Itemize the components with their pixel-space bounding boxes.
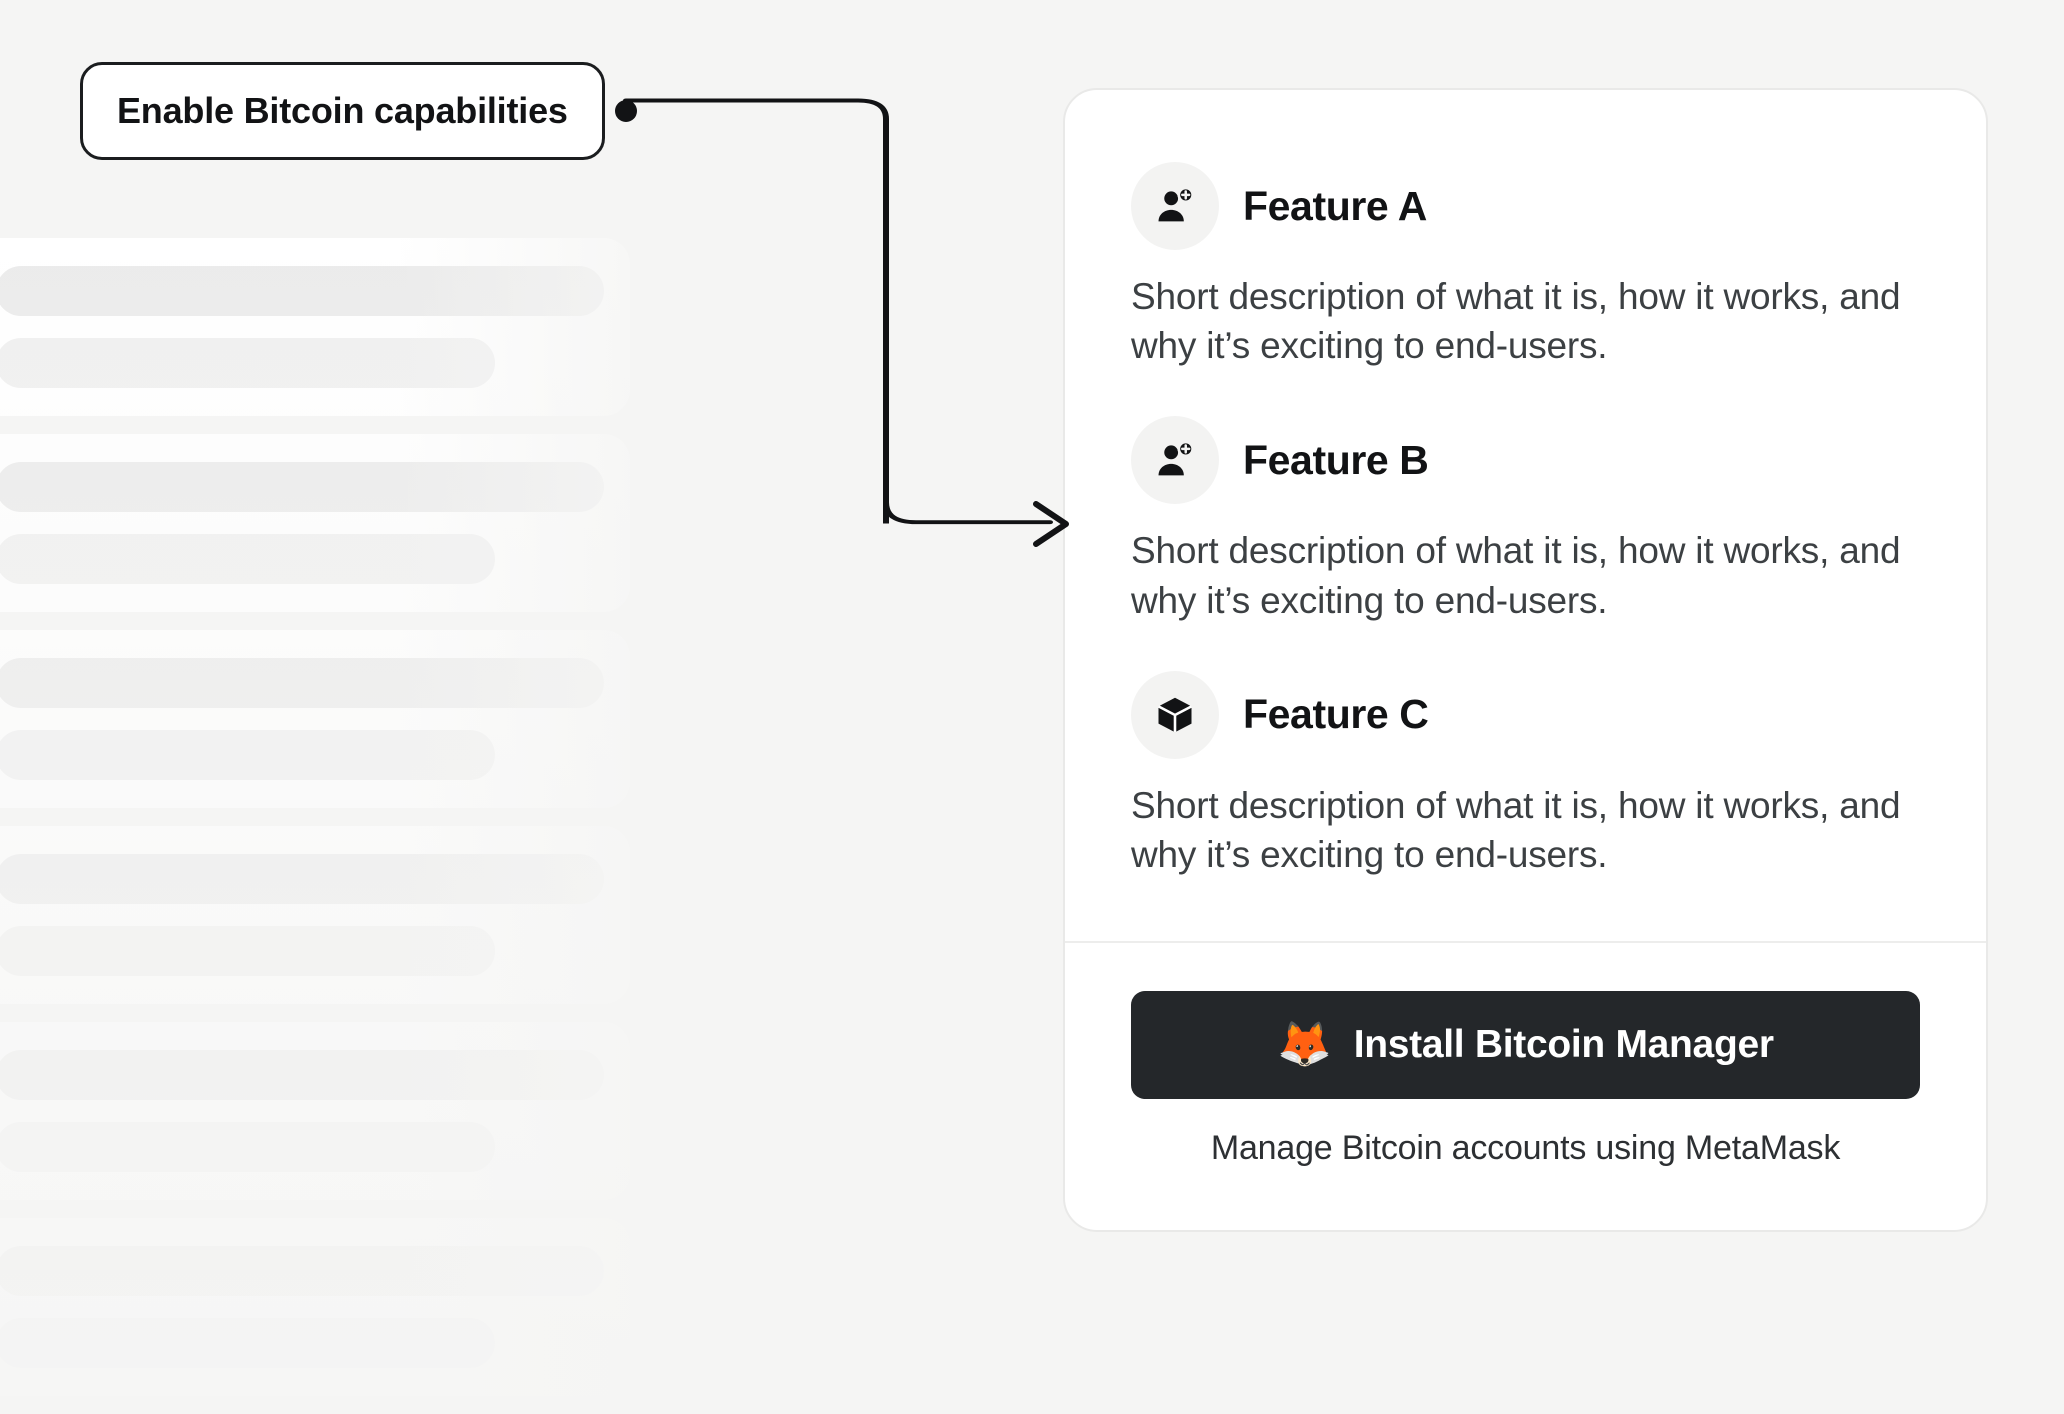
placeholder-line [0, 730, 495, 780]
placeholder-line [0, 338, 495, 388]
background-placeholder-list [0, 238, 630, 1414]
feature-header [1131, 671, 1920, 759]
install-button-label: Install Bitcoin Manager [1353, 1023, 1774, 1067]
placeholder-line [0, 266, 604, 316]
feature-item-c [1131, 671, 1920, 879]
placeholder-card [0, 1022, 630, 1200]
placeholder-line [0, 658, 604, 708]
annotation-callout [80, 62, 605, 160]
placeholder-line [0, 854, 604, 904]
placeholder-card [0, 238, 630, 416]
placeholder-card [0, 826, 630, 1004]
feature-title: Feature C [1243, 691, 1429, 738]
feature-header [1131, 416, 1920, 504]
feature-item-b [1131, 416, 1920, 624]
panel-feature-list [1065, 90, 1986, 941]
metamask-fox-icon: 🦊 [1277, 1020, 1332, 1070]
placeholder-line [0, 1122, 495, 1172]
annotation-connector-arrow [600, 80, 1080, 600]
placeholder-line [0, 926, 495, 976]
install-bitcoin-manager-button[interactable] [1131, 991, 1920, 1099]
placeholder-line [0, 1246, 604, 1296]
panel-footer [1065, 943, 1986, 1230]
account-add-icon [1131, 162, 1219, 250]
placeholder-card [0, 630, 630, 808]
placeholder-line [0, 462, 604, 512]
feature-description: Short description of what it is, how it works, and why it’s exciting to end-users. [1131, 530, 1901, 621]
feature-item-a [1131, 162, 1920, 370]
feature-description: Short description of what it is, how it works, and why it’s exciting to end-users. [1131, 276, 1901, 367]
placeholder-line [0, 1318, 495, 1368]
placeholder-card [0, 1218, 630, 1396]
placeholder-line [0, 1050, 604, 1100]
feature-title: Feature B [1243, 436, 1429, 483]
install-caption: Manage Bitcoin accounts using MetaMask [1210, 1129, 1841, 1168]
feature-description: Short description of what it is, how it works, and why it’s exciting to end-users. [1131, 784, 1901, 876]
annotation-anchor-dot [615, 100, 637, 122]
placeholder-card [0, 434, 630, 612]
annotation-label: Enable Bitcoin capabilities [117, 90, 568, 131]
account-add-icon [1131, 416, 1219, 504]
feature-header [1131, 162, 1920, 250]
cube-icon [1131, 671, 1219, 759]
bitcoin-features-panel [1063, 88, 1988, 1232]
feature-title: Feature A [1243, 182, 1427, 229]
placeholder-line [0, 534, 495, 584]
